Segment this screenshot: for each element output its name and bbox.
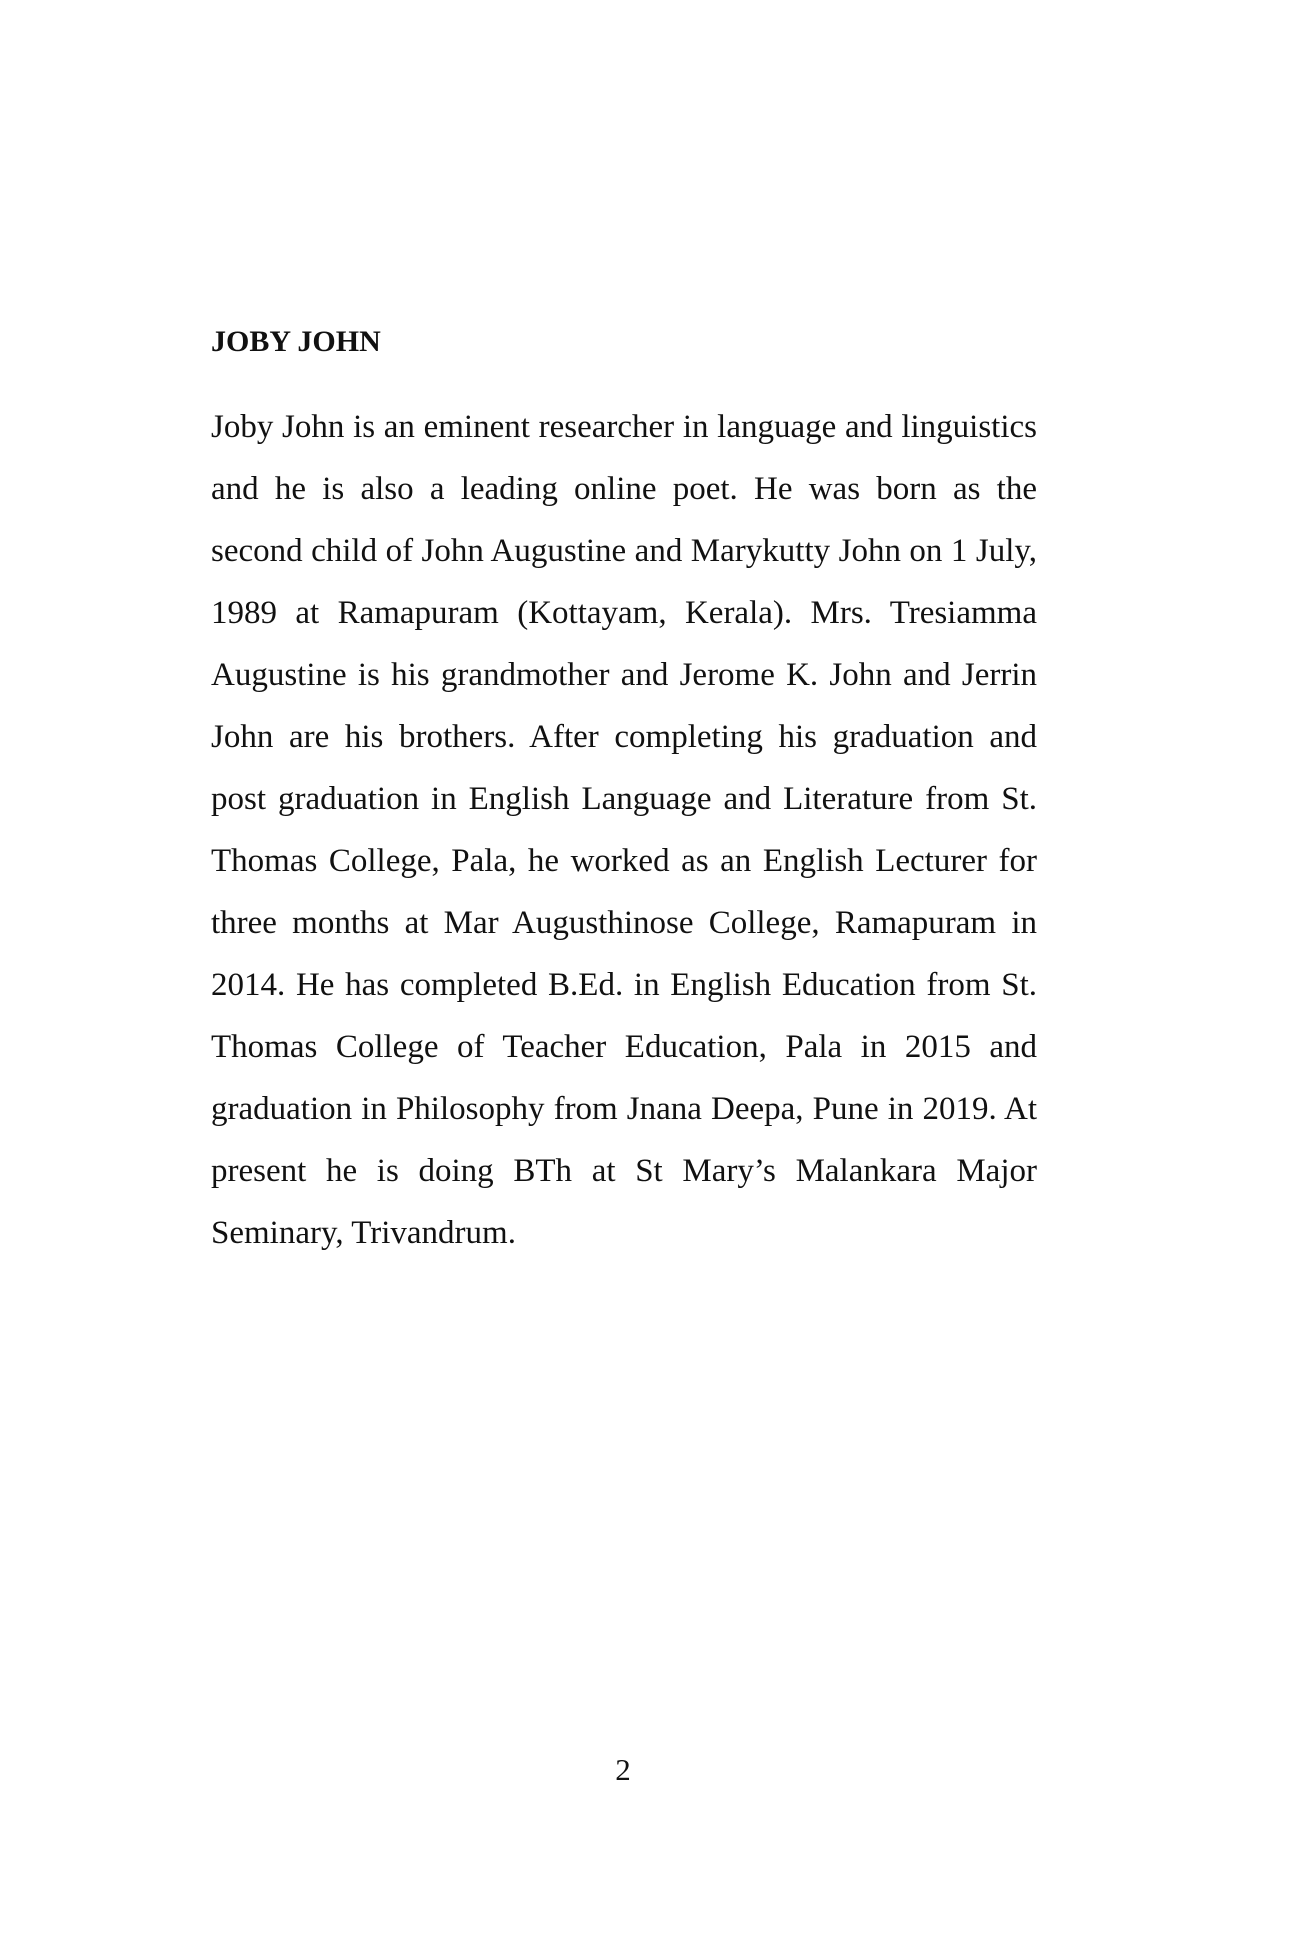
author-name-heading: JOBY JOHN (211, 325, 381, 358)
page-number: 2 (615, 1752, 631, 1787)
author-biography-paragraph: Joby John is an eminent researcher in language and linguistics and he is also a leading online poet. He was born as the second child of John Augustine and Marykutty John on 1 July, 1989 at Ramapuram (Kottayam, Kerala). Mrs. Tresiamma Augustine is his grandmother and Jerome K. John and Jerrin John are his brothers. After completing his graduation and post graduation in English Language and Literature from St. Thomas College, Pala, he worked as an English Lecturer for three months at Mar Augusthinose College, Ramapuram in 2014. He has completed B.Ed. in English Education from St. Thomas College of Teacher Education, Pala in 2015 and graduation in Philosophy from Jnana Deepa, Pune in 2019. At present he is doing BTh at St Mary’s Malankara Major Seminary, Trivandrum. (211, 409, 1037, 1251)
